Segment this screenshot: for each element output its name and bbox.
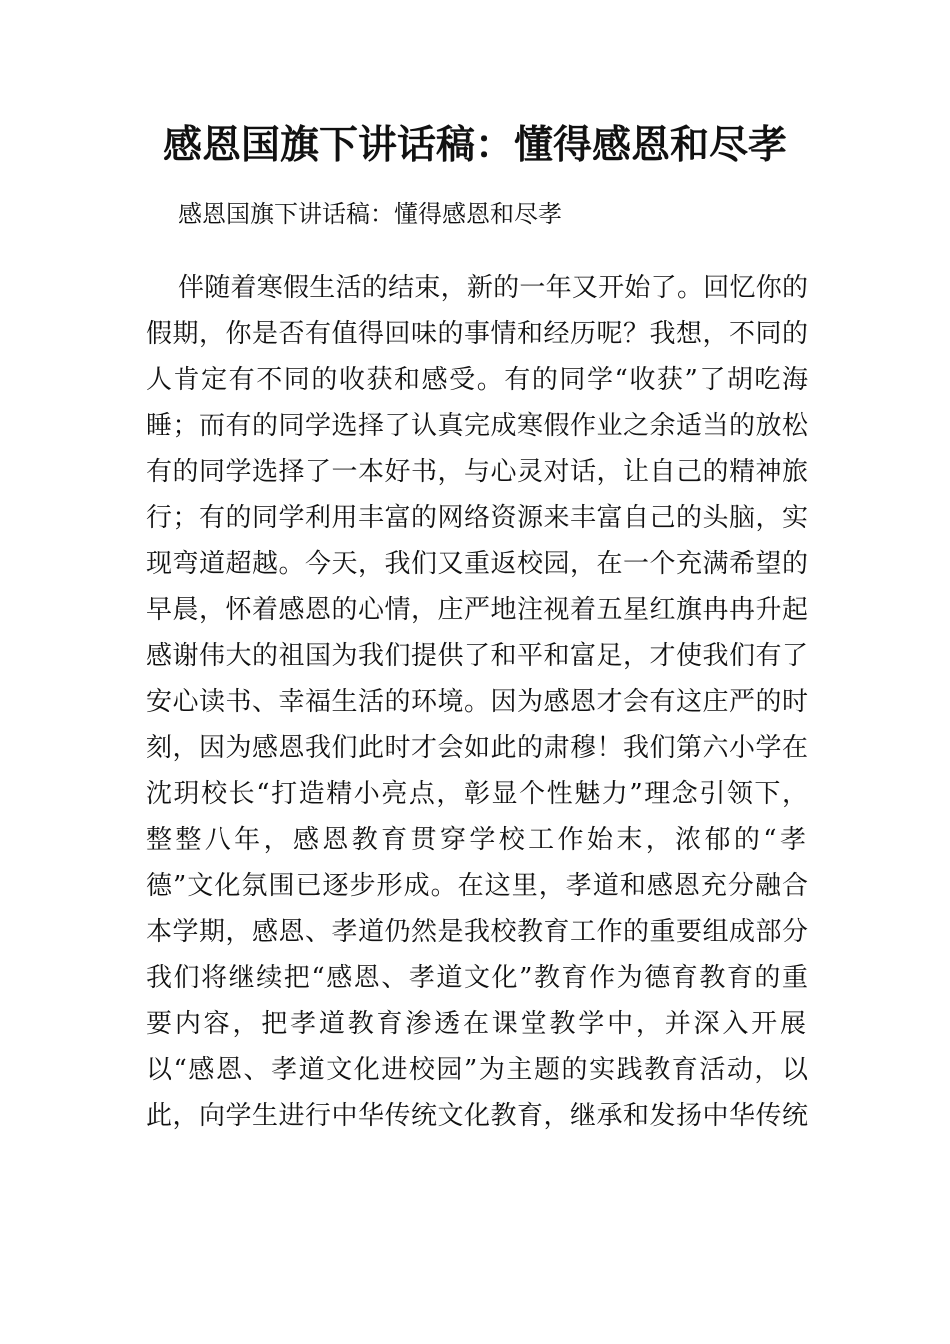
paragraph-line: 沈玥校长“打造精小亮点，彰显个性魅力”理念引领下， (146, 779, 808, 809)
document-subtitle: 感恩国旗下讲话稿：懂得感恩和尽孝 (178, 200, 562, 228)
paragraph-line: 此，向学生进行中华传统文化教育，继承和发扬中华传统 (146, 1101, 808, 1131)
paragraph-line: 现弯道超越。今天，我们又重返校园，在一个充满希望的 (146, 549, 808, 579)
paragraph-line: 刻，因为感恩我们此时才会如此的肃穆！我们第六小学在 (146, 733, 808, 763)
paragraph-line: 安心读书、幸福生活的环境。因为感恩才会有这庄严的时 (146, 687, 808, 717)
paragraph-line: 伴随着寒假生活的结束，新的一年又开始了。回忆你的 (178, 273, 808, 303)
paragraph-line: 以“感恩、孝道文化进校园”为主题的实践教育活动，以 (146, 1055, 808, 1085)
paragraph-line: 要内容，把孝道教育渗透在课堂教学中，并深入开展 (146, 1009, 808, 1039)
paragraph-line: 早晨，怀着感恩的心情，庄严地注视着五星红旗冉冉升起 (146, 595, 808, 625)
paragraph-line: 整整八年，感恩教育贯穿学校工作始末，浓郁的“孝 (146, 825, 808, 855)
body-paragraph (146, 265, 808, 1139)
paragraph-line: 感谢伟大的祖国为我们提供了和平和富足，才使我们有了 (146, 641, 808, 671)
paragraph-line: 有的同学选择了一本好书，与心灵对话，让自己的精神旅 (146, 457, 808, 487)
paragraph-line: 我们将继续把“感恩、孝道文化”教育作为德育教育的重 (146, 963, 808, 993)
paragraph-line: 行；有的同学利用丰富的网络资源来丰富自己的头脑，实 (146, 503, 808, 533)
document-title: 感恩国旗下讲话稿：懂得感恩和尽孝 (162, 122, 787, 168)
paragraph-line: 睡；而有的同学选择了认真完成寒假作业之余适当的放松 (146, 411, 808, 441)
paragraph-line: 德”文化氛围已逐步形成。在这里，孝道和感恩充分融合 (146, 871, 808, 901)
paragraph-line: 本学期，感恩、孝道仍然是我校教育工作的重要组成部分 (146, 917, 808, 947)
paragraph-line: 假期，你是否有值得回味的事情和经历呢？我想，不同的 (146, 319, 808, 349)
paragraph-line: 人肯定有不同的收获和感受。有的同学“收获”了胡吃海 (146, 365, 808, 395)
